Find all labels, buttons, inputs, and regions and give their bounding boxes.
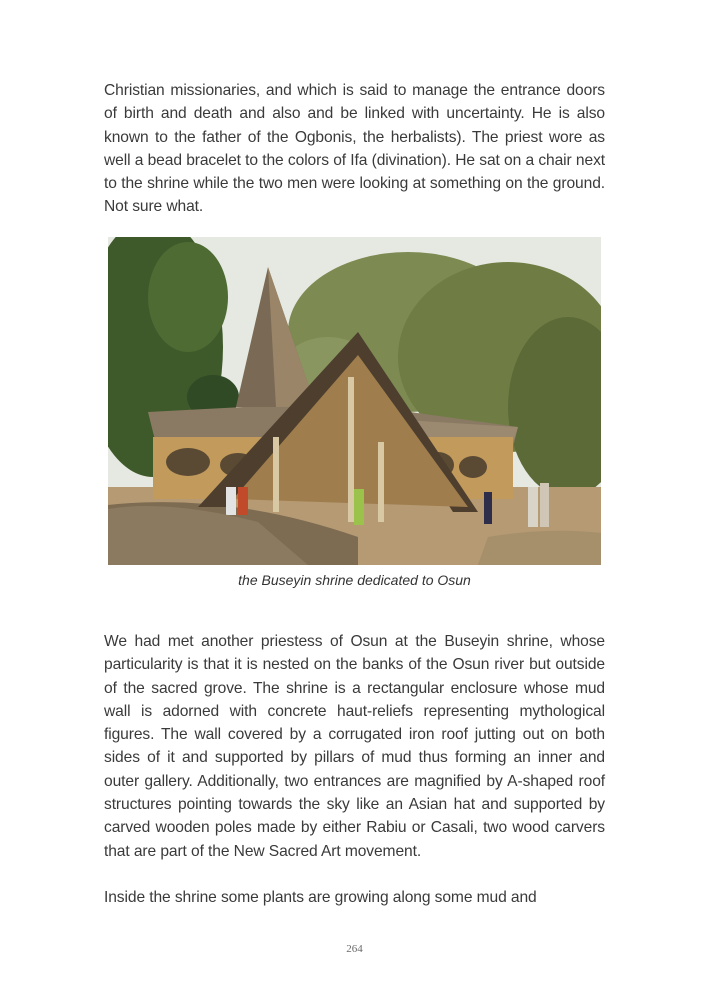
page-number: 264: [346, 943, 363, 955]
body-paragraph-1: Christian missionaries, and which is said to manage the entrance doors of birth and death and also and be linked with uncertainty. He is also known to the father of the Ogbonis, the herbalists). The priest wore as well a bead bracelet to the colors of Ifa (divination). He sat on a chair next to the shrine while the two men were looking at something on the ground. Not sure what.: [104, 82, 605, 216]
body-paragraph-3: Inside the shrine some plants are growing along some mud and: [104, 889, 537, 906]
shrine-photo: [108, 237, 601, 565]
body-paragraph-2: We had met another priestess of Osun at the Buseyin shrine, whose particularity is that it is nested on the banks of the Osun river but outside of the sacred grove. The shrine is a rectangular enclosure whose mud wall is adorned with concrete haut-reliefs representing mythological figures. The wall covered by a corrugated iron roof jutting out on both sides of it and supported by pillars of mud thus forming an inner and outer gallery. Additionally, two entrances are magnified by A-shaped roof structures pointing towards the sky like an Asian hat and supported by carved wooden poles made by either Rabiu or Casali, two wood carvers that are part of the New Sacred Art movement.: [104, 633, 605, 860]
figure-caption: the Buseyin shrine dedicated to Osun: [238, 572, 471, 588]
